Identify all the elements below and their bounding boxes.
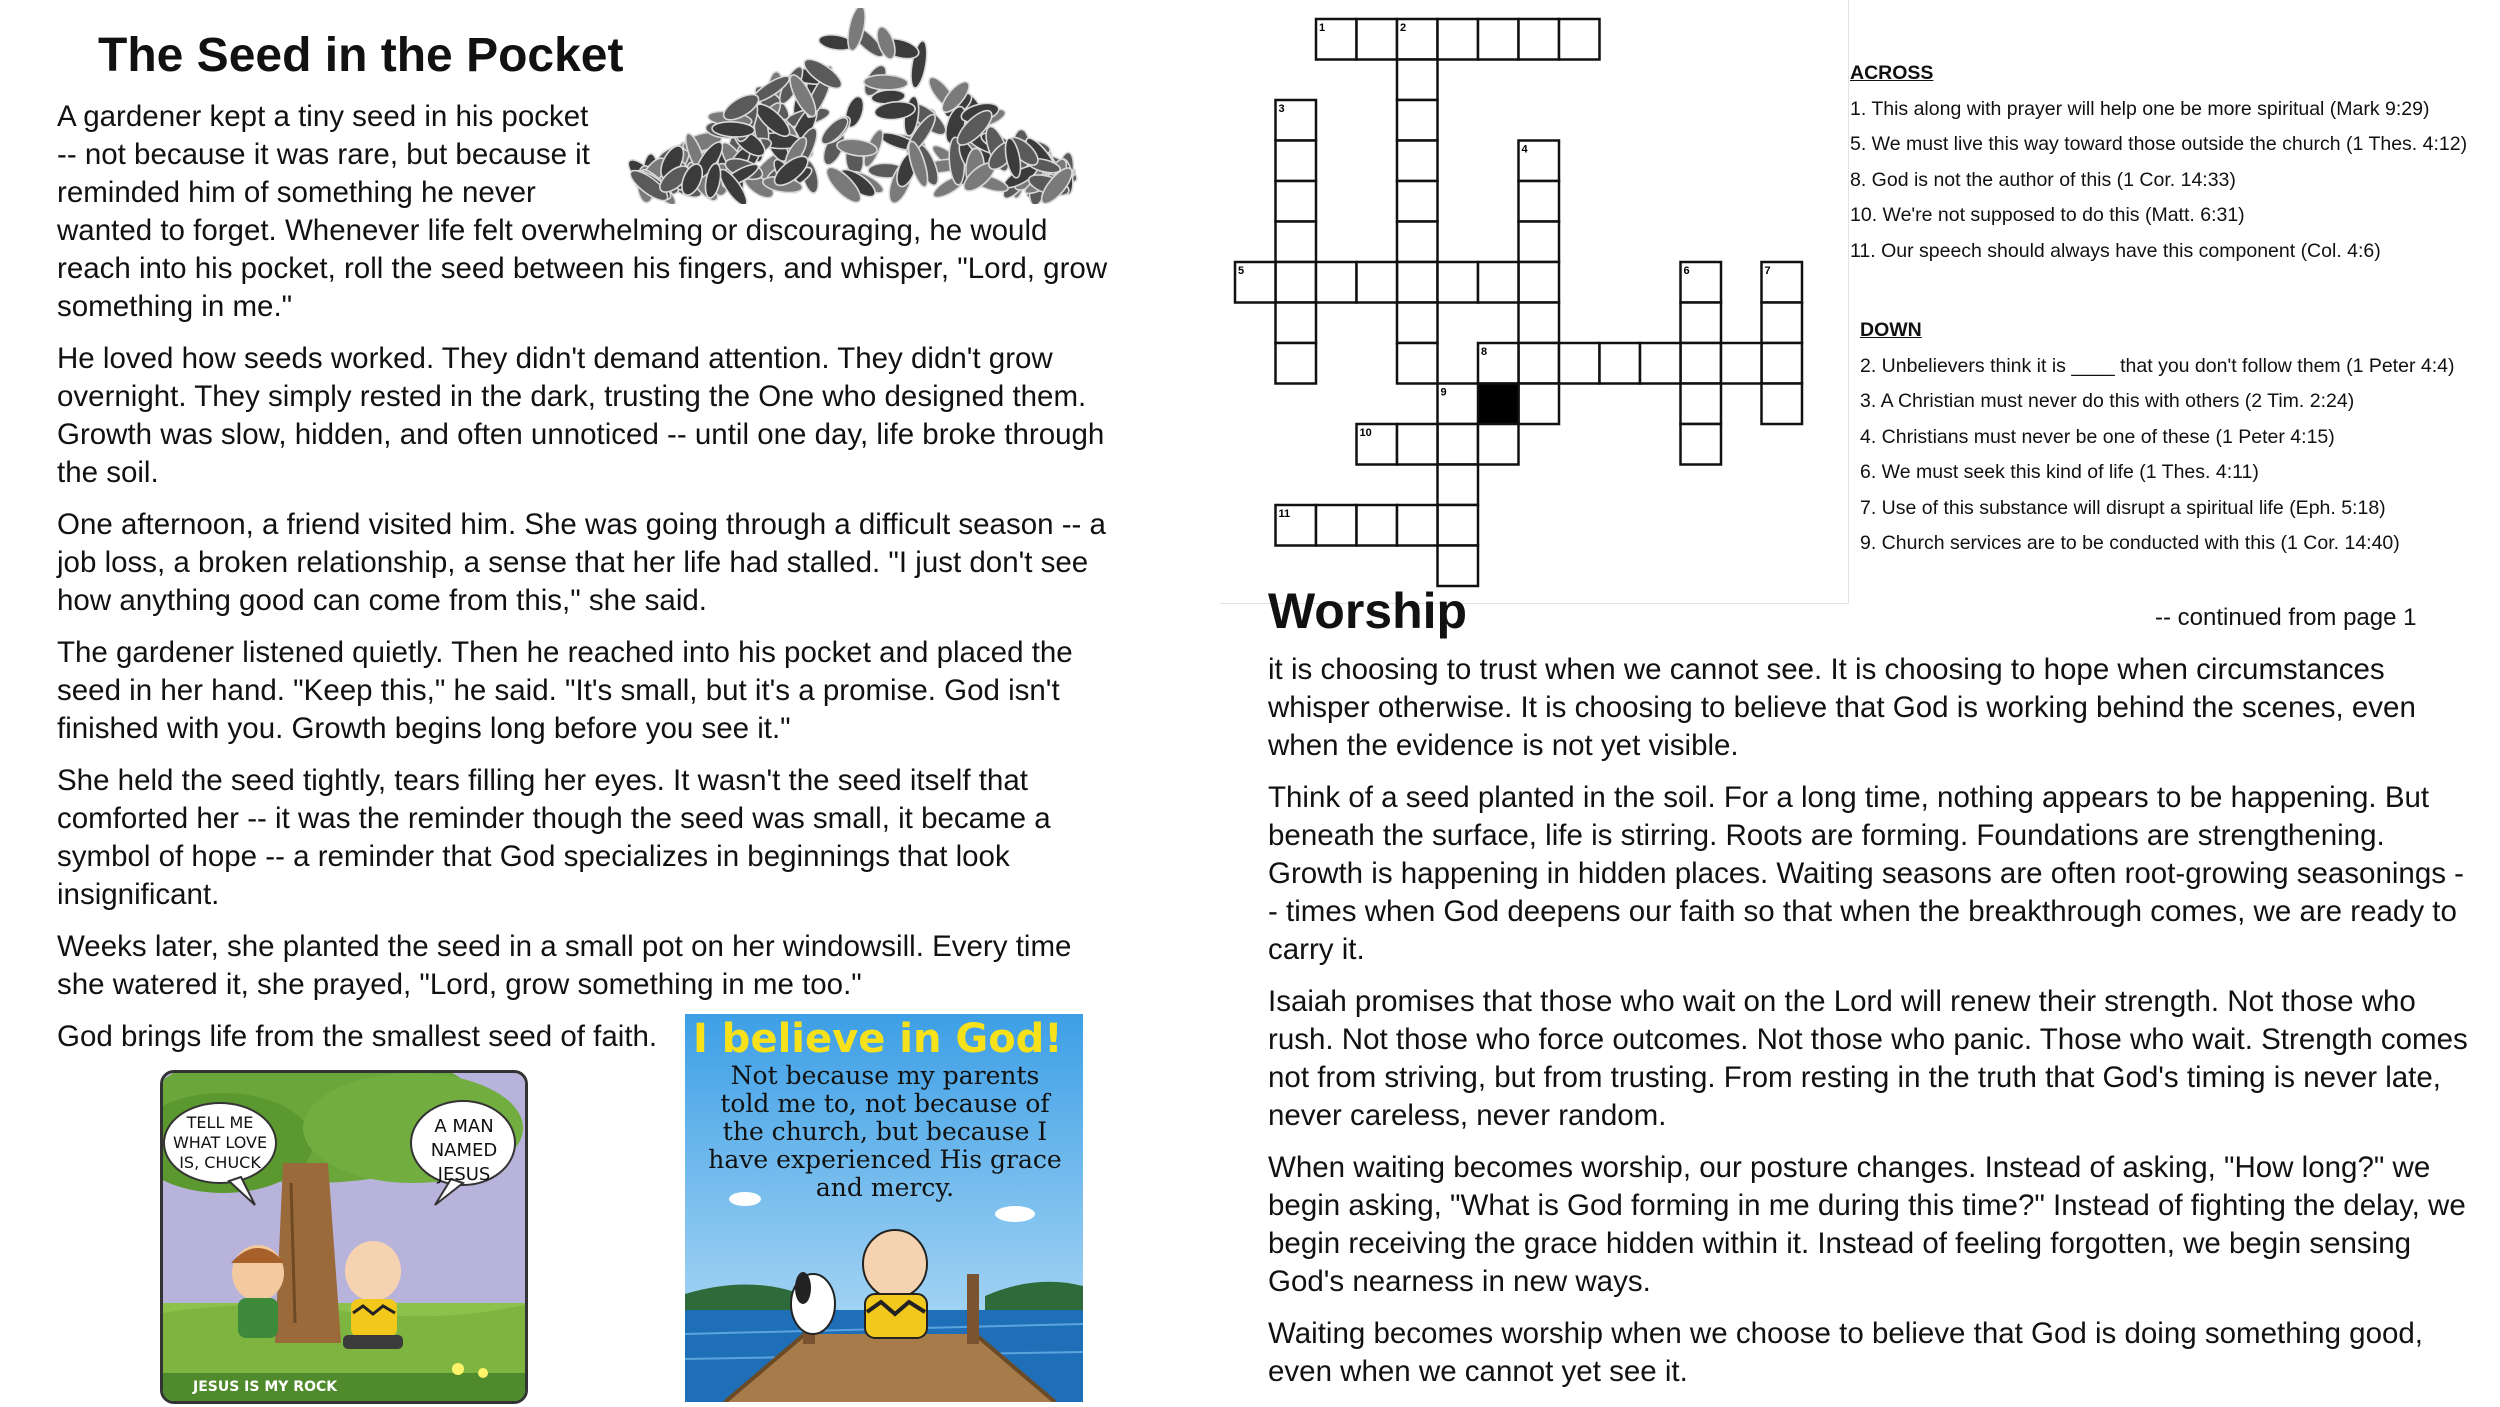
crossword-cell (1438, 505, 1479, 546)
crossword-black-cell (1478, 384, 1519, 425)
crossword-cell (1519, 222, 1560, 263)
crossword-cell (1600, 343, 1641, 384)
seed-image-space (599, 98, 1119, 206)
crossword-cell (1640, 343, 1681, 384)
crossword-cell (1276, 222, 1317, 263)
crossword-cell (1762, 343, 1803, 384)
crossword-cell (1438, 19, 1479, 60)
crossword-cell (1397, 343, 1438, 384)
crossword-cell (1357, 505, 1398, 546)
crossword-cell (1559, 343, 1600, 384)
crossword-cell (1519, 384, 1560, 425)
down-clue: 6. We must seek this kind of life (1 Thes. 4:11) (1860, 461, 2259, 483)
down-clue: 4. Christians must never be one of these (1 Peter 4:15) (1860, 425, 2335, 448)
story-paragraph: She held the seed tightly, tears filling her eyes. It wasn't the seed itself that comforted her -- it was the reminder though the seed was small, it became a symbol of hope -- a reminder that God specializes in beginnings that look insignificant. (57, 764, 1051, 911)
crossword-cell (1276, 262, 1317, 303)
crossword-cell (1478, 19, 1519, 60)
crossword-cell (1762, 303, 1803, 344)
crossword-cell (1681, 303, 1722, 344)
crossword-number: 2 (1400, 22, 1407, 34)
crossword-cell (1276, 141, 1317, 182)
story-title: The Seed in the Pocket (98, 29, 624, 82)
crossword-cell (1397, 141, 1438, 182)
comic-right-text: Not because my parents told me to, not because of the church, but because I have experienced His grace and mercy. (708, 1061, 1062, 1202)
peanuts-comic-left (160, 1070, 528, 1404)
crossword-cell (1397, 222, 1438, 263)
crossword-cell (1559, 19, 1600, 60)
crossword-cell (1397, 100, 1438, 141)
crossword-number: 8 (1481, 346, 1488, 358)
across-clue: 1. This along with prayer will help one be more spiritual (Mark 9:29) (1850, 97, 2430, 120)
crossword-cell (1316, 505, 1357, 546)
down-clue: 9. Church services are to be conducted with this (1 Cor. 14:40) (1860, 532, 2400, 554)
speech-bubble-right: A MAN NAMED JESUS (430, 1116, 498, 1185)
down-heading: DOWN (1860, 319, 1922, 341)
crossword-cell (1276, 181, 1317, 222)
continued-note: -- continued from page 1 (2155, 604, 2417, 631)
crossword-cell (1438, 262, 1479, 303)
story-closing: God brings life from the smallest seed of faith. (57, 1020, 658, 1053)
worship-body (1268, 651, 2473, 1405)
story-paragraph: One afternoon, a friend visited him. She was going through a difficult season -- a job loss, a broken relationship, a sense that her life had stalled. "I just don't see how anything good can come from this," she said. (57, 508, 1106, 617)
crossword-cell (1519, 19, 1560, 60)
across-heading: ACROSS (1850, 62, 1934, 84)
crossword-cell (1397, 505, 1438, 546)
crossword-number: 5 (1238, 265, 1245, 277)
crossword-number: 11 (1278, 508, 1291, 520)
crossword-number: 3 (1278, 103, 1285, 115)
crossword-cell (1519, 303, 1560, 344)
crossword-cell (1397, 262, 1438, 303)
across-clue: 8. God is not the author of this (1 Cor. 14:33) (1850, 168, 2236, 191)
story-paragraph: He loved how seeds worked. They didn't demand attention. They didn't grow overnight. They simply rested in the dark, trusting the One who designed them. Growth was slow, hidden, and often unnoticed -- until one day, life broke through the soil. (57, 342, 1105, 489)
crossword-cell (1681, 384, 1722, 425)
crossword-number: 10 (1359, 427, 1372, 439)
crossword-cell (1397, 424, 1438, 465)
crossword-clues (1850, 56, 2467, 562)
worship-paragraph: Waiting becomes worship when we choose to believe that God is doing something good, even when we cannot yet see it. (1268, 1317, 2423, 1388)
crossword-cell (1762, 384, 1803, 425)
down-clue: 2. Unbelievers think it is ____ that you don't follow them (1 Peter 4:4) (1860, 354, 2455, 377)
crossword-cell (1681, 424, 1722, 465)
story-paragraph: The gardener listened quietly. Then he reached into his pocket and placed the seed in her hand. "Keep this," he said. "It's small, but it's a promise. God isn't finished with you. Growth begins long before you see it." (57, 636, 1073, 745)
crossword-grid (1220, 0, 1848, 603)
story-body (57, 98, 1119, 1018)
worship-paragraph: Think of a seed planted in the soil. For a long time, nothing appears to be happening. But beneath the surface, life is stirring. Roots are forming. Foundations are strengthening. Growth is happening in hidden places. Waiting seasons are often root-growing seasonings -- times when God deepens our faith so that when the breakthrough comes, we are ready to carry it. (1268, 781, 2464, 966)
crossword-number: 6 (1683, 265, 1690, 277)
crossword-cell (1438, 424, 1479, 465)
down-clue: 3. A Christian must never do this with others (2 Tim. 2:24) (1860, 390, 2355, 412)
crossword-cell (1357, 19, 1398, 60)
comic-footer-text: JESUS IS MY ROCK (193, 1379, 338, 1395)
story-paragraph: Weeks later, she planted the seed in a small pot on her windowsill. Every time she watered it, she prayed, "Lord, grow something in me too." (57, 930, 1072, 1001)
crossword-cell (1478, 262, 1519, 303)
crossword-cell (1438, 546, 1479, 587)
crossword-cell (1519, 343, 1560, 384)
crossword-cell (1276, 303, 1317, 344)
crossword-number: 7 (1764, 265, 1771, 277)
across-clue: 11. Our speech should always have this component (Col. 4:6) (1850, 239, 2381, 262)
down-clue: 7. Use of this substance will disrupt a spiritual life (Eph. 5:18) (1860, 496, 2386, 519)
comic-banner: I believe in God! (693, 1016, 1063, 1062)
worship-paragraph: it is choosing to trust when we cannot see. It is choosing to hope when circumstances whisper otherwise. It is choosing to believe that God is working behind the scenes, even when the evidence is not yet visible. (1268, 653, 2416, 762)
crossword-cell (1478, 424, 1519, 465)
crossword-number: 9 (1440, 386, 1447, 399)
across-clue: 5. We must live this way toward those outside the church (1 Thes. 4:12) (1850, 133, 2468, 155)
crossword-cell (1438, 465, 1479, 506)
worship-title: Worship (1268, 583, 1468, 639)
crossword-number: 1 (1319, 22, 1326, 34)
story-paragraph: A gardener kept a tiny seed in his pocket -- not because it was rare, but because it reminded him of something he never wanted to forget. Whenever life felt overwhelming or discouraging, he would reach into his pocket, roll the seed between his fingers, and whisper, "Lord, grow something in me." (57, 100, 1108, 323)
peanuts-comic-right (685, 1014, 1083, 1402)
speech-bubble-left: TELL ME WHAT LOVE IS, CHUCK (172, 1113, 268, 1172)
crossword-cell (1721, 343, 1762, 384)
worship-paragraph: Isaiah promises that those who wait on the Lord will renew their strength. Not those who rush. Not those who force outcomes. Not those who panic. Those who wait. Strength comes not from striving, but from trusting. From resting in the truth that God's timing is never late, never careless, never random. (1268, 985, 2468, 1132)
crossword-cell (1397, 181, 1438, 222)
crossword-cell (1397, 303, 1438, 344)
crossword-cell (1276, 343, 1317, 384)
crossword-cell (1316, 262, 1357, 303)
crossword-cell (1519, 181, 1560, 222)
crossword-cell (1681, 343, 1722, 384)
across-clue: 10. We're not supposed to do this (Matt. 6:31) (1850, 204, 2245, 226)
crossword-area (1220, 0, 1849, 604)
crossword-cell (1519, 262, 1560, 303)
crossword-cell (1397, 60, 1438, 101)
crossword-number: 4 (1521, 143, 1528, 156)
worship-paragraph: When waiting becomes worship, our posture changes. Instead of asking, "How long?" we begin asking, "What is God forming in me during this time?" Instead of fighting the delay, we begin receiving the grace hidden within it. Instead of feeling forgotten, we begin sensing God's nearness in new ways. (1268, 1151, 2466, 1298)
crossword-cell (1357, 262, 1398, 303)
